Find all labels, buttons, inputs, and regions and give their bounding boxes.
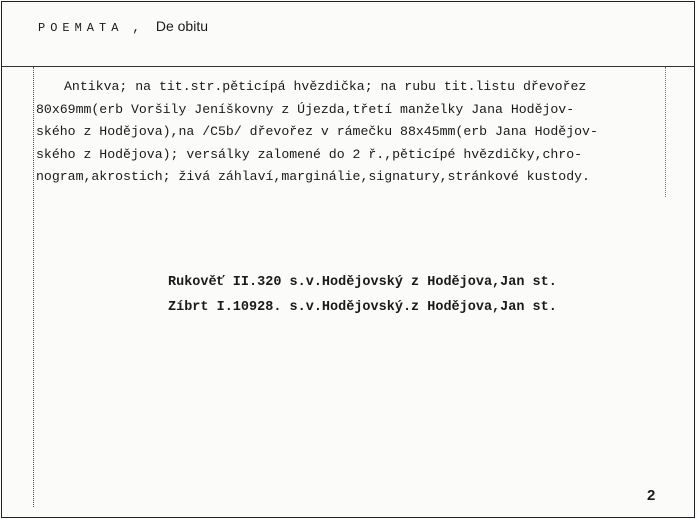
card-title: POEMATA	[38, 21, 124, 35]
card-border-top	[2, 1, 695, 2]
description-line: Antikva; na tit.str.pěticípá hvězdička; na rubu tit.listu dřevořez	[64, 79, 587, 94]
title-separator: ,	[132, 20, 142, 35]
description-line: ského z Hodějova),na /C5b/ dřevořez v rámečku 88x45mm(erb Jana Hodějov-	[36, 124, 598, 139]
left-margin-line	[33, 67, 34, 507]
card-border-left	[1, 1, 2, 518]
page-mark: 2	[647, 487, 656, 504]
card-subtitle: De obitu	[155, 18, 209, 34]
right-margin-line	[665, 67, 666, 197]
card-header	[38, 18, 208, 35]
description-block	[36, 76, 664, 189]
description-line: 80x69mm(erb Voršily Jeníškovny z Újezda,třetí manželky Jana Hodějov-	[36, 101, 575, 117]
reference-line: Zíbrt I.10928. s.v.Hodějovský.z Hodějova,Jan st.	[168, 300, 557, 315]
reference-line: Rukověť II.320 s.v.Hodějovský z Hodějova,Jan st.	[168, 275, 557, 290]
description-line: nogram,akrostich; živá záhlaví,marginálie,signatury,stránkové kustody.	[36, 169, 590, 184]
references-block	[168, 270, 557, 320]
card-border-right	[694, 1, 695, 518]
description-line: ského z Hodějova); versálky zalomené do 2 ř.,pěticípé hvězdičky,chro-	[36, 146, 583, 162]
card-border-bottom	[2, 517, 695, 518]
header-divider	[2, 66, 695, 67]
